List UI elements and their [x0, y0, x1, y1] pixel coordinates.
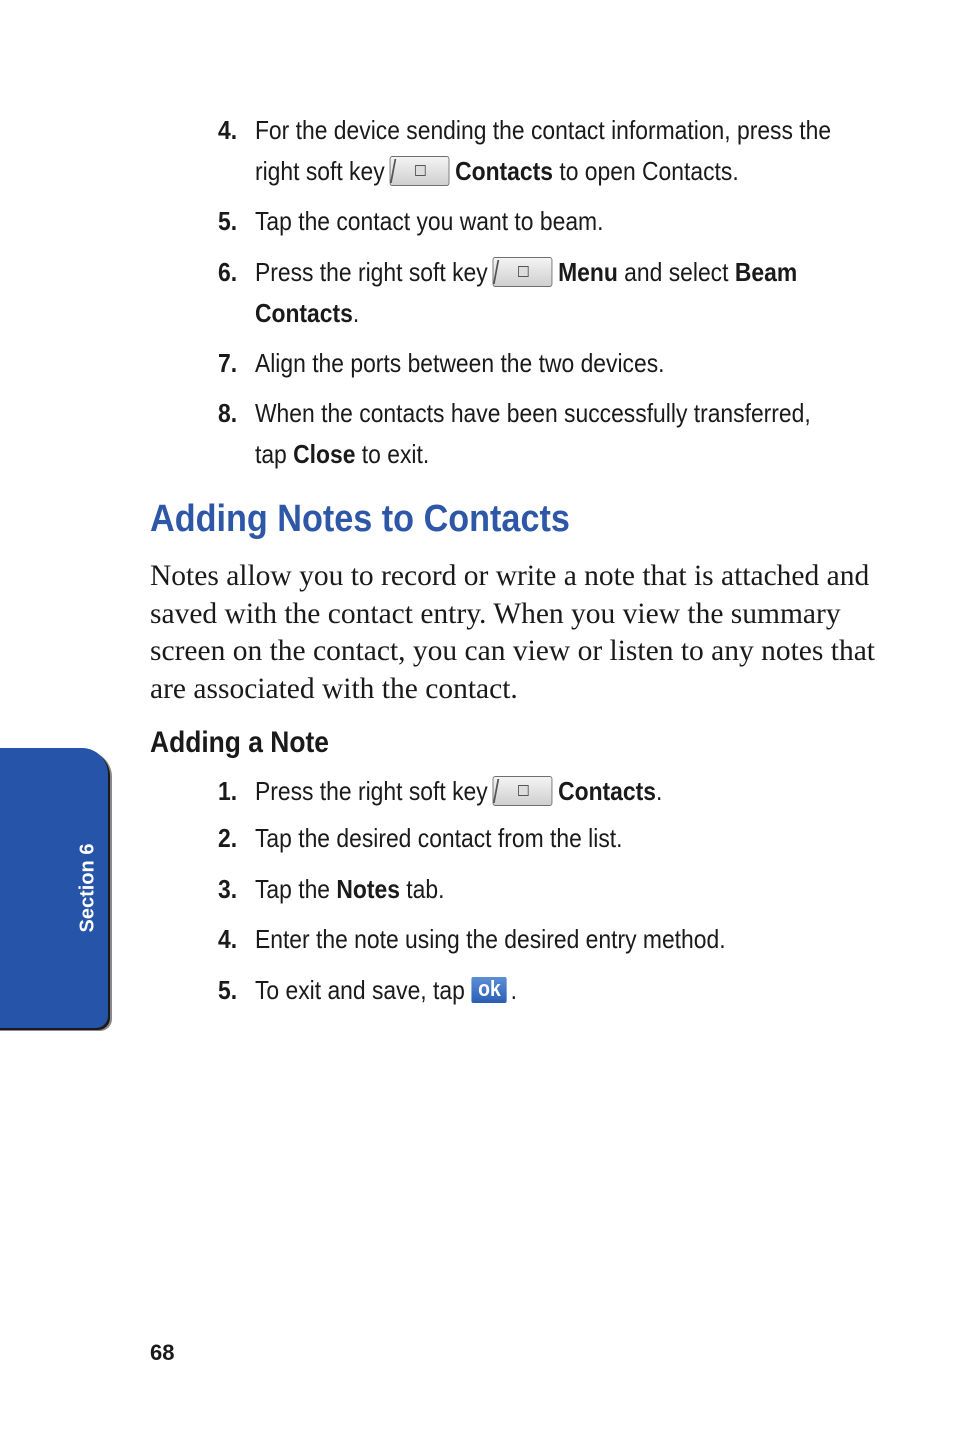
section-heading: Adding Notes to Contacts: [150, 498, 570, 540]
step-6-beam: [218, 252, 816, 334]
step-text: For the device sending the contact information, press the: [254, 115, 832, 145]
step-text: to open Contacts.: [552, 156, 739, 186]
step-bold-text: Menu: [558, 257, 618, 287]
step-number: 2.: [218, 823, 238, 853]
section-tab-label: Section 6: [76, 843, 99, 933]
step-bold-text: Contacts: [455, 156, 553, 186]
step-number: 7.: [218, 348, 238, 378]
right-soft-key-icon: [493, 776, 553, 806]
step-number: 6.: [218, 257, 238, 287]
step-number: 8.: [218, 398, 238, 428]
step-text: Tap the contact you want to beam.: [254, 206, 604, 236]
step-4-beam: [218, 110, 832, 192]
step-text: Press the right soft key: [254, 257, 488, 287]
step-bold-text: Notes: [336, 874, 400, 904]
step-text: Enter the note using the desired entry method.: [254, 924, 726, 954]
step-number: 1.: [218, 776, 238, 806]
step-text: tap: [254, 439, 294, 469]
step-number: 5.: [218, 975, 238, 1005]
step-number: 4.: [218, 924, 238, 954]
step-bold-text: Beam: [734, 257, 798, 287]
step-text: When the contacts have been successfully transferred,: [254, 398, 811, 428]
step-text: right soft key: [254, 156, 385, 186]
step-text: and select: [617, 257, 735, 287]
step-3-note: [218, 869, 816, 910]
right-soft-key-icon: [390, 156, 450, 186]
step-text: .: [352, 298, 360, 328]
right-soft-key-icon: [493, 257, 553, 287]
step-number: 3.: [218, 874, 238, 904]
step-text: .: [510, 975, 517, 1005]
page-number: 68: [150, 1340, 175, 1365]
step-text: Press the right soft key: [254, 776, 488, 806]
step-5-beam: [218, 201, 816, 242]
step-2-note: [218, 818, 816, 859]
step-bold-text: Contacts: [558, 776, 656, 806]
step-text: To exit and save, tap: [254, 975, 465, 1005]
intro-paragraph: Notes allow you to record or write a note that is attached and saved with the contact entry. When you view the summary screen on the contact, you can view or listen to any notes that are associated with the contact.: [150, 560, 875, 705]
step-8-beam: [218, 393, 816, 475]
step-bold-text: Contacts: [254, 298, 353, 328]
step-1-note: [218, 771, 816, 812]
step-4-note: [218, 919, 816, 960]
step-text: to exit.: [355, 439, 430, 469]
step-text: .: [655, 776, 663, 806]
step-number: 4.: [218, 115, 238, 145]
step-5-note: [218, 970, 816, 1011]
step-7-beam: [218, 343, 816, 384]
step-text: tab.: [399, 874, 445, 904]
step-bold-text: Close: [293, 439, 356, 469]
step-text: Align the ports between the two devices.: [254, 348, 665, 378]
step-text: Tap the: [254, 874, 337, 904]
step-number: 5.: [218, 206, 238, 236]
step-text: Tap the desired contact from the list.: [254, 823, 623, 853]
subheading: Adding a Note: [150, 726, 329, 759]
ok-icon: ok: [472, 977, 507, 1003]
